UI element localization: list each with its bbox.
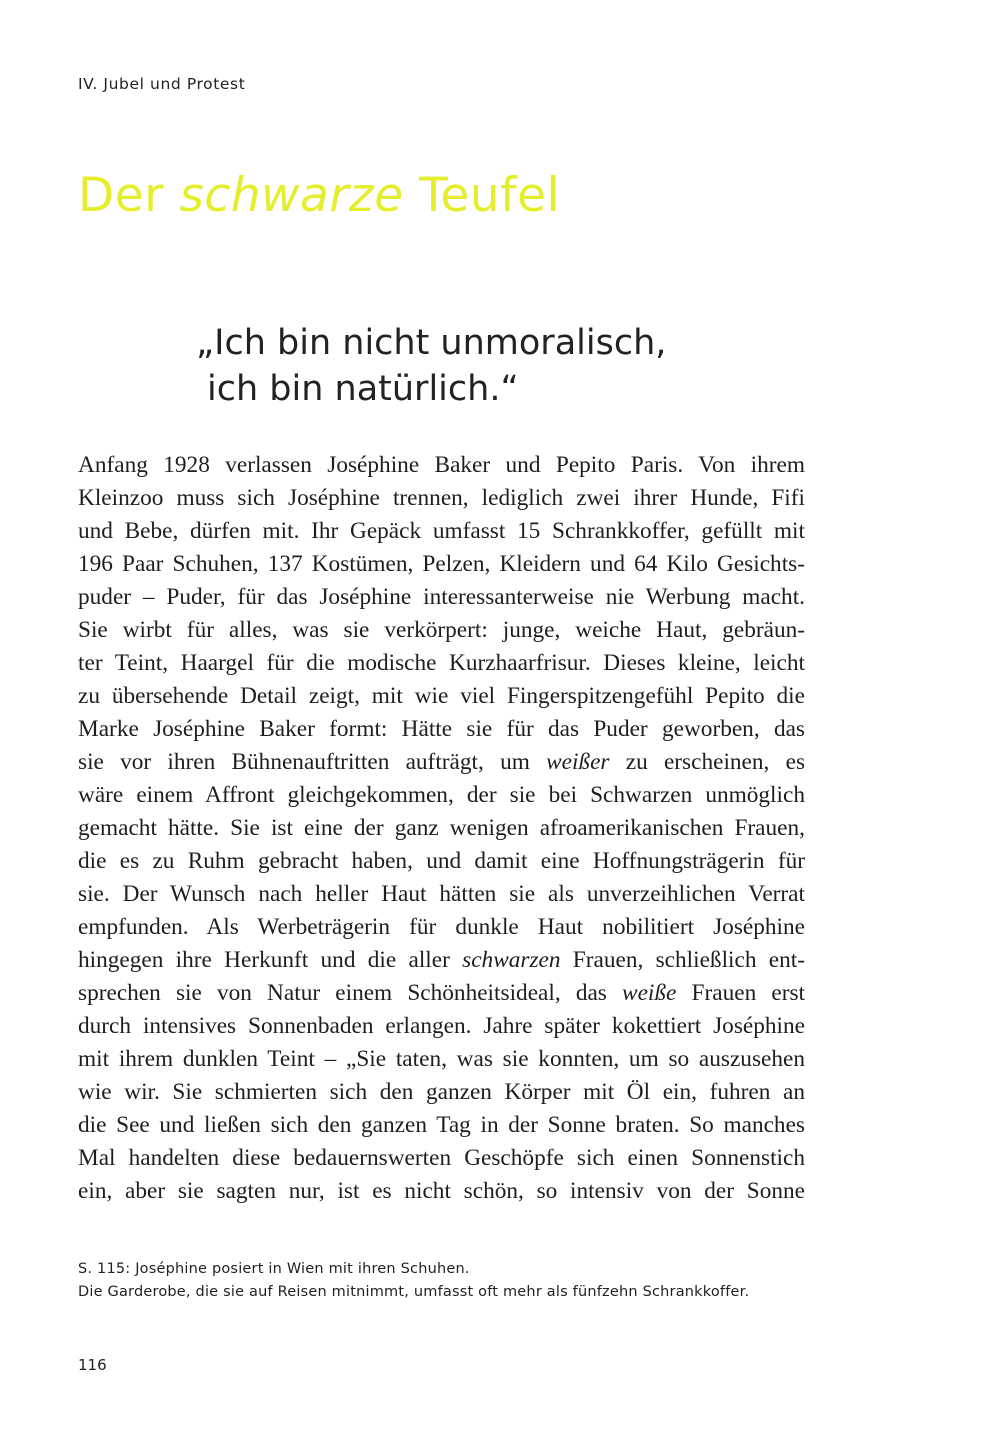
epigraph-line: ich bin natürlich.“ bbox=[207, 369, 519, 409]
body-line: Mal handelten diese bedauernswerten Geschöpfe sich einen Sonnenstich bbox=[78, 1145, 805, 1171]
page-number: 116 bbox=[78, 1356, 107, 1374]
body-line: die See und ließen sich den ganzen Tag in der Sonne braten. So manches bbox=[78, 1112, 805, 1138]
body-line: Marke Joséphine Baker formt: Hätte sie für das Puder geworben, das bbox=[78, 716, 805, 742]
body-text bbox=[78, 449, 805, 1208]
body-line: sie. Der Wunsch nach heller Haut hätten sie als unverzeihlichen Verrat bbox=[78, 881, 805, 907]
body-line-segment: Frauen erst bbox=[676, 980, 806, 1006]
body-line-segment: sie vor ihren Bühnenauftritten aufträgt, um bbox=[78, 749, 547, 775]
body-line: zu übersehende Detail zeigt, mit wie viel Fingerspitzengefühl Pepito die bbox=[78, 683, 805, 709]
caption-line: S. 115: Joséphine posiert in Wien mit ihren Schuhen. bbox=[78, 1261, 470, 1277]
body-line: wäre einem Affront gleichgekommen, der sie bei Schwarzen unmöglich bbox=[78, 782, 805, 808]
body-line: gemacht hätte. Sie ist eine der ganz wenigen afroamerikanischen Frauen, bbox=[78, 815, 805, 841]
epigraph-line: „Ich bin nicht unmoralisch, bbox=[196, 323, 667, 363]
body-line: ein, aber sie sagten nur, ist es nicht schön, so intensiv von der Sonne bbox=[78, 1178, 805, 1204]
body-line: mit ihrem dunklen Teint – „Sie taten, was sie konnten, um so auszusehen bbox=[78, 1046, 805, 1072]
body-line: Sie wirbt für alles, was sie verkörpert: junge, weiche Haut, gebräun- bbox=[78, 617, 805, 643]
emphasized-word: weiße bbox=[622, 980, 677, 1006]
body-line: 196 Paar Schuhen, 137 Kostümen, Pelzen, Kleidern und 64 Kilo Gesichts- bbox=[78, 551, 805, 577]
body-line bbox=[78, 944, 805, 977]
body-line-segment: sprechen sie von Natur einem Schönheitsideal, das bbox=[78, 980, 623, 1006]
epigraph-quote bbox=[196, 320, 756, 412]
body-line: und Bebe, dürfen mit. Ihr Gepäck umfasst 15 Schrankkoffer, gefüllt mit bbox=[78, 518, 805, 544]
emphasized-word: weißer bbox=[546, 749, 610, 775]
body-line: Kleinzoo muss sich Joséphine trennen, lediglich zwei ihrer Hunde, Fifi bbox=[78, 485, 805, 511]
chapter-title-emphasis: schwarze bbox=[179, 168, 404, 223]
body-line: Anfang 1928 verlassen Joséphine Baker und Pepito Paris. Von ihrem bbox=[78, 452, 805, 478]
chapter-title-before: Der bbox=[78, 168, 180, 223]
body-line: puder – Puder, für das Joséphine interessanterweise nie Werbung macht. bbox=[78, 584, 805, 610]
body-line: durch intensives Sonnenbaden erlangen. Jahre später kokettiert Joséphine bbox=[78, 1013, 805, 1039]
body-line-segment: zu erscheinen, es bbox=[609, 749, 806, 775]
emphasized-word: schwarzen bbox=[462, 947, 561, 973]
body-line-segment: hingegen ihre Herkunft und die aller bbox=[78, 947, 463, 973]
caption-line: Die Garderobe, die sie auf Reisen mitnimmt, umfasst oft mehr als fünfzehn Schrankkoffer. bbox=[78, 1284, 750, 1300]
chapter-title-after: Teufel bbox=[403, 168, 561, 223]
image-caption bbox=[78, 1258, 749, 1304]
body-line bbox=[78, 977, 805, 1010]
body-line bbox=[78, 746, 805, 779]
body-line: ter Teint, Haargel für die modische Kurzhaarfrisur. Dieses kleine, leicht bbox=[78, 650, 805, 676]
running-head: IV. Jubel und Protest bbox=[78, 75, 246, 93]
chapter-title bbox=[78, 168, 560, 223]
body-line: empfunden. Als Werbeträgerin für dunkle Haut nobilitiert Joséphine bbox=[78, 914, 805, 940]
body-line: die es zu Ruhm gebracht haben, und damit eine Hoffnungsträgerin für bbox=[78, 848, 805, 874]
body-line-segment: Frauen, schließlich ent- bbox=[560, 947, 805, 973]
body-line: wie wir. Sie schmierten sich den ganzen Körper mit Öl ein, fuhren an bbox=[78, 1079, 805, 1105]
